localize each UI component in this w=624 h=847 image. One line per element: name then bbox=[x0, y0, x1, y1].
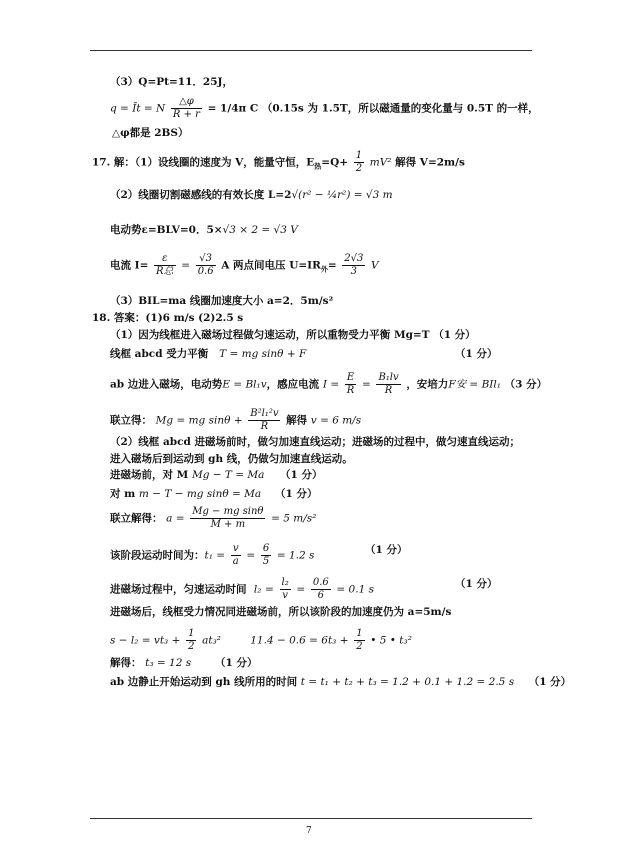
line-1: （3）Q=Pt=11．25J， bbox=[110, 76, 233, 88]
line-11: 线框 abcd 受力平衡 T = mg sinθ + F （1 分） bbox=[110, 348, 498, 360]
line-18: 联立解得： a = $\frac{\text{Mg − mg sinθ}}{M + m}$ = 5 m/s² bbox=[110, 506, 317, 530]
line-4: 17. 解：（1）设线圈的速度为 V，能量守恒，$E_热=Q+$ $\frac{1}{2}$ mV² 解得 V=2m/s bbox=[92, 150, 465, 174]
line-19: 该阶段运动时间为：t₁ = $\frac{v}{a}$ = $\frac{6}{5}$ = 1.2 s （1 分） bbox=[110, 543, 408, 567]
bottom-rule bbox=[90, 818, 532, 819]
line-15: 进入磁场后到运动到 gh 线，仍做匀加速直线运动。 bbox=[110, 453, 353, 465]
line-10: （1）因为线框进入磁场过程做匀速运动，所以重物受力平衡 Mg=T （1 分） bbox=[110, 329, 476, 341]
line-14: （2）线框 abcd 进磁场前时，做匀加速直线运动；进磁场的过程中，做匀速直线运动； bbox=[110, 436, 520, 448]
line-12: ab 边进入磁场，电动势E = Bl₁v，感应电流 I = $\frac{E}{R}$ = $\frac{\text{B₁lv}}{R}$ ，安培力F安 = BIl₁ （3 分） bbox=[110, 372, 548, 396]
line-21: 进磁场后，线框受力情况同进磁场前，所以该阶段的加速度仍为 a=5m/s bbox=[110, 606, 452, 618]
line-17: 对 m m − T − mg sinθ = Ma （1 分） bbox=[110, 488, 318, 500]
line-24: ab 边静止开始运动到 gh 线所用的时间 t = t₁ + t₂ + t₃ = 1.2 + 0.1 + 1.2 = 2.5 s （1 分） bbox=[110, 676, 572, 688]
line-20: 进磁场过程中，匀速运动时间 l₂ = $\frac{\text{l₂}}{v}$ = $\frac{0.6}{6}$ = 0.1 s （1 分） bbox=[110, 577, 498, 601]
line-8: （3）BIL=ma 线圈加速度大小 a=2．5m/s² bbox=[110, 295, 334, 307]
page-number: 7 bbox=[306, 826, 312, 836]
line-7: 电流 I= $\frac{\varepsilon}{\text{R总}}$ = $\frac{√3}{0.6}$ A 两点间电压 $U=IR_外=$ $\frac{2√3}{3}$ V bbox=[110, 253, 379, 277]
line-6: 电动势ε=BLV=0．5×√3 × 2 = √3 V bbox=[110, 224, 298, 236]
line-16: 进磁场前，对 M Mg − T = Ma （1 分） bbox=[110, 469, 323, 481]
line-22: s − l₂ = vt₃ + $\frac{1}{2}$ at₃² 11.4 − 0.6 = 6t₃ + $\frac{1}{2}$ • 5 • t₃² bbox=[110, 628, 412, 652]
line-23: 解得： t₃ = 12 s （1 分） bbox=[110, 657, 258, 669]
top-rule bbox=[90, 50, 532, 51]
line-13: 联立得： Mg = mg sinθ + $\frac{\text{B²l₁²v}}{R}$ 解得 v = 6 m/s bbox=[110, 408, 362, 432]
line-9: 18. 答案：(1)6 m/s (2)2.5 s bbox=[92, 312, 244, 324]
line-3: △φ都是 2BS） bbox=[112, 127, 189, 139]
line-5: （2）线圈切割磁感线的有效长度 L=2√(r² − ¼r²) = √3 m bbox=[110, 189, 393, 201]
line-2: q = Īt = N $\frac{\triangle\varphi}{R + r}$ = 1/4π C （0.15s 为 1.5T，所以磁通量的变化量与 0.5T 的一样， bbox=[110, 96, 539, 120]
